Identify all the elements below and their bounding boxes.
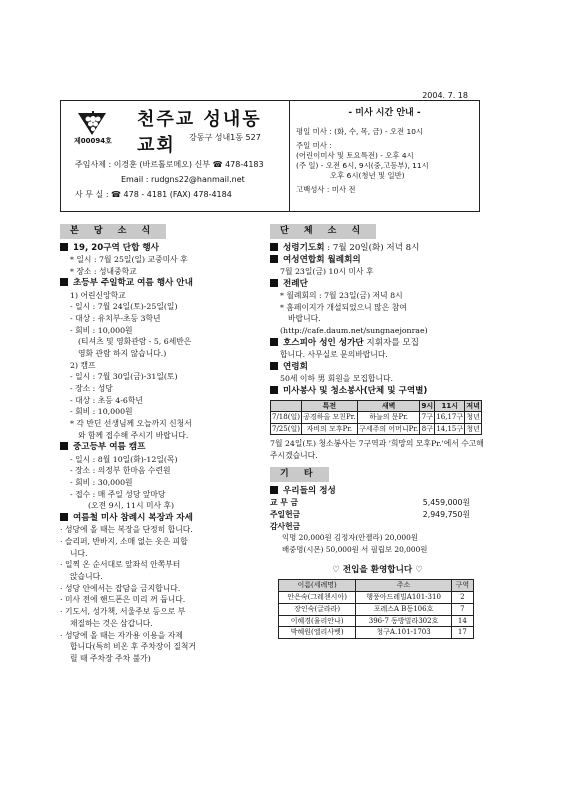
section-title: 초등부 주일학교 여름 행사 안내 (60, 277, 265, 289)
text-line: · 성당 안에서는 잡담을 금지합니다. (60, 583, 181, 593)
section-title: 연령회 (270, 361, 485, 373)
table-cell: 이혜경(율리안나) (279, 615, 356, 627)
email-line: Email : rudgns22@hanmail.net (121, 175, 245, 184)
bulletin-header (60, 100, 480, 212)
office-line: 사 무 실 : ☎ 478 - 4181 (FAX) 478-4184 (75, 190, 232, 199)
text-line: · 성당에 올 때는 자가용 이용을 자제 (60, 630, 183, 640)
mass-schedule (289, 101, 479, 211)
thanks-line: 익명 20,000원 김정자(안젤라) 20,000원 (282, 533, 418, 543)
table-cell: 청년 (466, 413, 480, 422)
welcome-title: ♡ 전입을 환영합니다 ♡ (332, 565, 423, 576)
group-news-column (270, 224, 485, 639)
table-header: 저녁 (466, 401, 480, 410)
offering-row: 주일헌금 2,949,750원 (270, 510, 470, 519)
table-cell: 청구A.101-1703 (356, 627, 451, 639)
text-line: - 회비 : 10,000원 (70, 407, 133, 417)
table-cell: 16,17구 (436, 413, 464, 422)
table-cell: 안은숙(그레첸시아) (279, 592, 356, 604)
table-header-row (279, 580, 474, 592)
homepage-link[interactable]: (http://cafe.daum.net/sungnaejonrae) (280, 326, 428, 336)
table-cell: 구세주의 어머니Pr. (359, 424, 419, 433)
table-row (279, 603, 474, 615)
table-cell: 14,15구 (436, 424, 464, 433)
table-header-row (271, 400, 482, 411)
table-cell: 17 (451, 627, 473, 639)
square-bullet-icon (270, 338, 278, 346)
table-cell: 8구 (421, 424, 433, 433)
text-line: 바랍니다. (288, 314, 321, 324)
church-info (61, 101, 289, 211)
table-header: 이름(세례명) (279, 580, 356, 592)
text-line: · 성당에 올 때는 복장을 단정히 합니다. (60, 525, 193, 535)
table-cell: 7구 (421, 413, 433, 422)
new-members-table (278, 579, 474, 639)
text-line: 와 함께 접수해 주시기 바랍니다. (78, 430, 189, 440)
mass-line: 평일 미사 : (화, 수, 목, 금) - 오전 10시 (296, 126, 424, 136)
issue-date: 2004. 7. 18 (422, 91, 468, 100)
table-row (279, 615, 474, 627)
square-bullet-icon (60, 243, 68, 251)
table-header: 주소 (356, 580, 451, 592)
table-cell: 포레스A B동106호 (356, 603, 451, 615)
table-row (271, 423, 482, 434)
table-row (271, 412, 482, 423)
table-cell: 박혜원(엘리사벳) (279, 627, 356, 639)
text-line: 7월 23일(금) 10시 미사 후 (280, 267, 374, 277)
table-row (279, 592, 474, 604)
pastor-line: 주임사제 : 이경훈 (바르톨로메오) 신부 ☎ 478-4183 (75, 160, 264, 169)
text-line: 1) 어린신앙학교 (70, 290, 126, 300)
table-header: 11시 (435, 400, 465, 411)
square-bullet-icon (270, 362, 278, 370)
table-header: 새벽 (357, 400, 420, 411)
table-cell: 행풍아드레빌A101-310 (356, 592, 451, 604)
table-header: 구역 (451, 580, 473, 592)
text-line: - 일시 : 7월 30일(금)-31일(토) (70, 372, 178, 382)
section-title: 전례단 (270, 278, 485, 290)
text-line: * 장소 : 성내중학교 (70, 266, 137, 276)
text-line: · 미사 전에 핸드폰은 미리 꺼 둡니다. (60, 595, 186, 605)
table-cell: 자비의 모후Pr. (301, 423, 357, 434)
square-bullet-icon (270, 279, 278, 287)
section-title: 여성연합회 월례회의 (270, 254, 485, 266)
mass-line: (주 일) - 오전 6시, 9시(중,고등부), 11시 (296, 160, 429, 170)
table-header (271, 400, 302, 411)
text-line: 합니다(특히 비온 후 주차장이 질척거 (70, 642, 196, 652)
text-line: · 일찍 온 순서대로 앞좌석 안쪽부터 (60, 560, 181, 570)
table-cell: 2 (451, 592, 473, 604)
text-line: 영화 관람 하지 않습니다.) (78, 348, 167, 358)
text-line: - 회비 : 30,000원 (70, 478, 133, 488)
text-line: * 각 반딘 선생님께 오늘까지 신청서 (70, 419, 192, 429)
text-line: - 접수 : 매 주일 성당 앞마당 (70, 489, 166, 499)
table-header: 특전 (301, 400, 357, 411)
mass-line: 오후 6시(청년 및 일반) (330, 170, 405, 180)
text-line: 50세 이하 男 회원을 모집합니다. (280, 373, 393, 383)
text-line: · 슬리퍼, 반바지, 소매 없는 옷은 피합 (60, 537, 188, 547)
service-table (270, 400, 482, 435)
text-line: 앉습니다. (70, 572, 103, 582)
table-cell: 장인숙(글라라) (279, 603, 356, 615)
section-title: 성령기도회 : 7월 20일(화) 저녁 8시 (270, 242, 485, 254)
text-line: - 대상 : 초등 4-6학년 (70, 395, 143, 405)
church-address: 강동구 성내1동 527 (189, 133, 261, 142)
text-line: * 월례회의 : 7월 23일(금) 저녁 8시 (280, 291, 403, 301)
mass-line: 고백성사 : 미사 전 (296, 184, 356, 194)
text-line: - 대상 : 유치부-초등 3학년 (70, 313, 161, 323)
text-line: - 장소 : 성당 (70, 384, 113, 394)
table-header: 9시 (421, 401, 434, 410)
offering-row: 교 무 금 5,459,000원 (270, 498, 470, 508)
text-line: - 회비 : 10,000원 (70, 325, 133, 335)
square-bullet-icon (270, 243, 278, 251)
text-line: 릴 때 주차장 주차 불가) (70, 653, 151, 663)
church-name: 천주교 성내동 교회 (137, 109, 262, 156)
text-line: (오전 9시, 11시 미사 후) (88, 501, 175, 511)
square-bullet-icon (270, 255, 278, 263)
grape-logo-icon (76, 109, 110, 137)
text-line: (티셔츠 및 영화관람 - 5, 6세반은 (78, 337, 192, 347)
square-bullet-icon (60, 513, 68, 521)
text-line: * 일시 : 7월 25일(일) 교중미사 후 (70, 254, 188, 264)
mass-line: (어린이미사 및 토요특전) - 오후 4시 (296, 150, 414, 160)
section-title: 미사봉사 및 청소봉사(단체 및 구역별) (270, 385, 485, 397)
group-news-heading: 단 체 소 식 (270, 224, 376, 239)
section-title: 19, 20구역 단합 행사 (60, 242, 265, 254)
text-line: 2) 캠프 (70, 360, 96, 370)
table-cell: 7/25(일) (272, 424, 300, 433)
offering-list (270, 497, 485, 556)
text-line: · 기도서, 성가책, 서울주보 등으로 부 (60, 607, 186, 617)
table-cell: 청년 (466, 424, 480, 433)
table-cell: 7/18(일) (272, 413, 300, 422)
text-line: 채질하는 것은 삼갑니다. (70, 618, 153, 628)
square-bullet-icon (270, 386, 278, 394)
table-cell: 하늘의 문Pr. (357, 412, 420, 423)
parish-news-column (60, 224, 265, 665)
text-line: 합니다. 사무실로 문의바랍니다. (280, 350, 388, 360)
table-row (279, 627, 474, 639)
thanks-line: 배중명(시몬) 50,000원 서 필립보 20,000원 (282, 545, 428, 555)
square-bullet-icon (270, 486, 278, 494)
text-line: - 일시 : 7월 24일(토)-25일(일) (70, 302, 178, 312)
square-bullet-icon (60, 442, 68, 450)
thanks-title: 감사헌금 (270, 521, 301, 531)
section-title: 우리들의 정성 (270, 485, 485, 497)
text-line: - 일시 : 8월 10일(화)-12일(목) (70, 454, 178, 464)
issue-number: 제00094호 (74, 137, 112, 145)
section-title: 여름철 미사 참례시 복장과 자세 (60, 512, 265, 524)
section-title: 중고등부 여름 캠프 (60, 441, 265, 453)
table-cell: 7 (451, 603, 473, 615)
table-cell: 14 (451, 615, 473, 627)
table-cell: 공경하올 모친Pr. (303, 413, 356, 422)
parish-news-heading: 본 당 소 식 (60, 224, 166, 239)
mass-schedule-title: - 미사 시간 안내 - (348, 108, 421, 118)
etc-heading: 기 타 (270, 467, 329, 482)
service-note: 7월 24일(토) 청소봉사는 7구역과 '희망의 모후Pr.'에서 수고해 주시겠습니다. (270, 438, 484, 460)
text-line: - 장소 : 의정부 한마음 수련원 (70, 466, 171, 476)
table-cell: 396-7 동방빌라302호 (356, 615, 451, 627)
square-bullet-icon (60, 278, 68, 286)
mass-line: 주일 미사 : (296, 140, 332, 150)
section-title: 호스피아 성인 성가단 지휘자를 모집 (270, 337, 485, 349)
text-line: 니다. (70, 548, 88, 558)
text-line: * 홈페이지가 개설되었으니 많은 참여 (280, 302, 407, 312)
